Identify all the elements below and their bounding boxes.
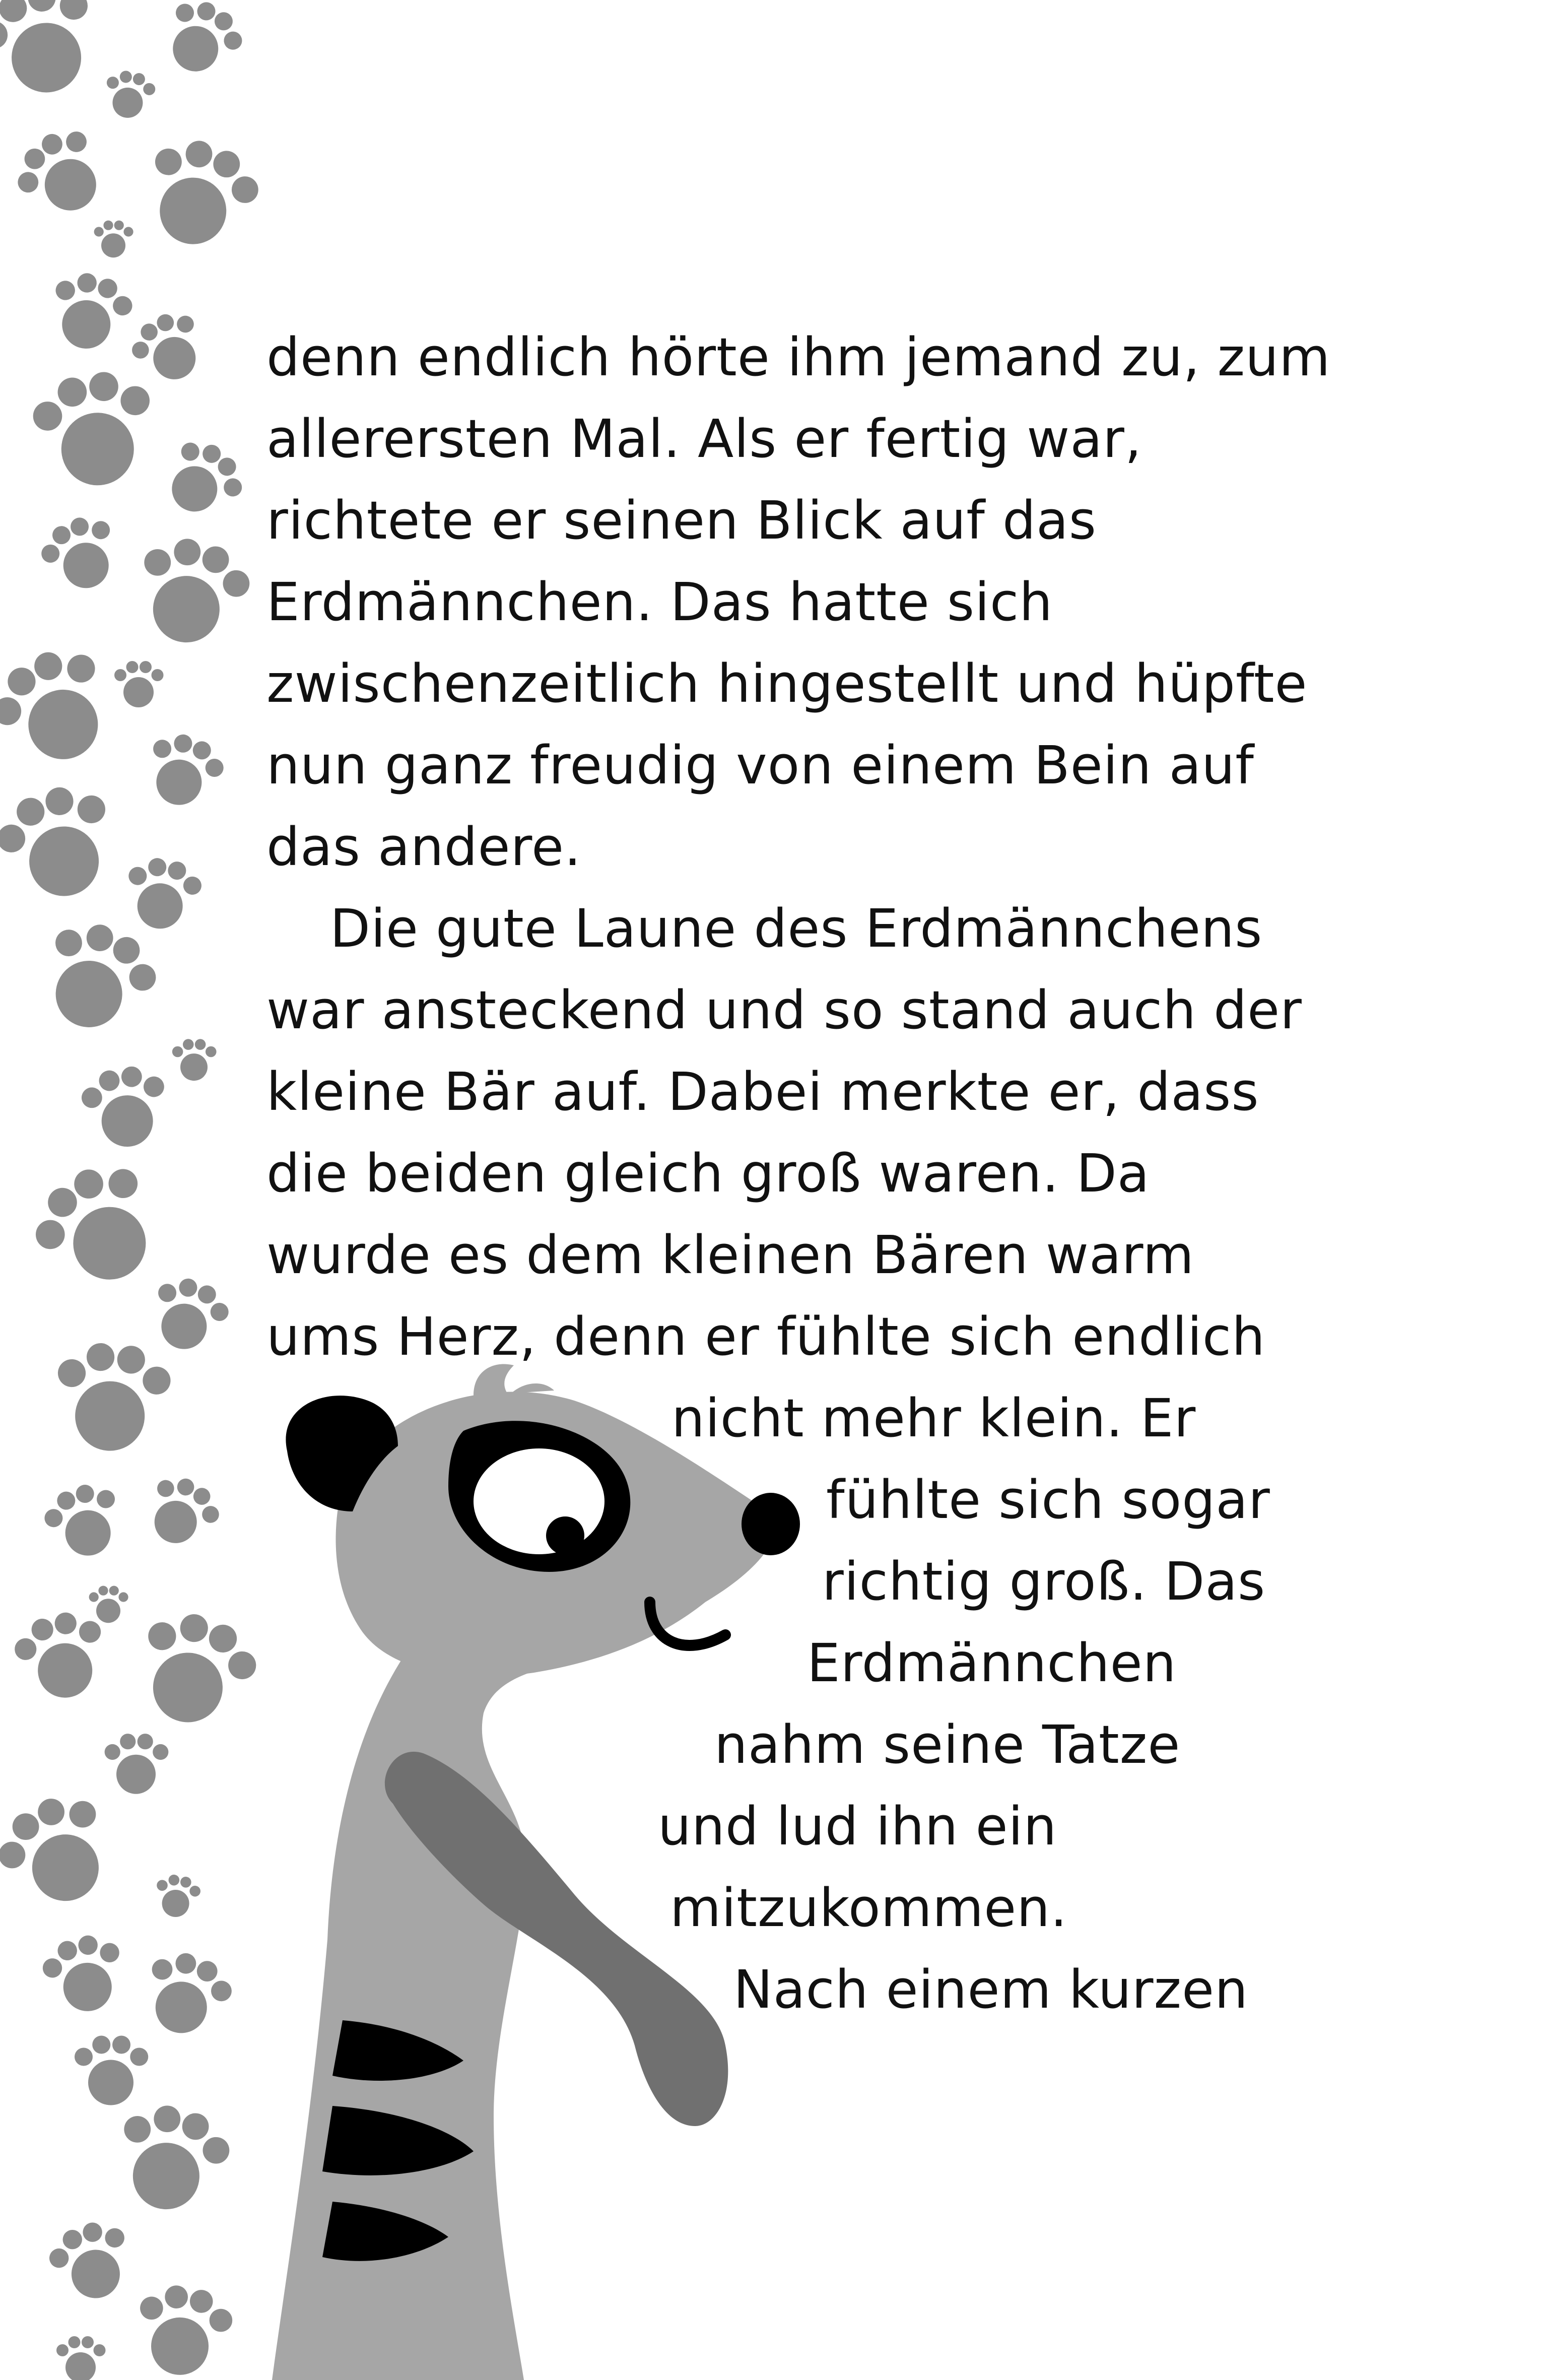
paw-print-icon	[152, 430, 253, 531]
paw-print-icon	[0, 1781, 129, 1924]
paw-print-icon	[114, 661, 164, 707]
paw-print-icon	[37, 1929, 132, 2021]
meerkat-eye	[474, 1448, 604, 1554]
paw-print-icon	[43, 266, 138, 358]
meerkat-nose	[742, 1493, 800, 1555]
paw-print-icon	[153, 0, 251, 87]
meerkat-illustration	[212, 1360, 841, 2380]
paw-print-icon	[120, 853, 205, 935]
story-line: denn endlich hörte ihm jemand zu, zum	[266, 326, 1331, 388]
paw-print-icon	[56, 2336, 106, 2380]
story-line: richtete er seinen Blick auf das	[266, 490, 1097, 551]
paw-print-icon	[0, 0, 112, 109]
paw-print-icon	[123, 303, 216, 393]
paw-print-icon	[51, 1340, 173, 1456]
paw-print-icon	[89, 1586, 128, 1623]
paw-print-icon	[94, 221, 133, 258]
paw-print-icon	[0, 634, 130, 782]
story-line: wurde es dem kleinen Bären warm	[266, 1224, 1194, 1286]
story-line: Nach einem kurzen	[733, 1959, 1249, 2020]
story-line: mitzukommen.	[670, 1877, 1068, 1939]
meerkat-pupil	[546, 1516, 584, 1555]
story-line: nahm seine Tatze	[714, 1714, 1181, 1775]
paw-print-icon	[27, 365, 163, 495]
story-line: war ansteckend und so stand auch der	[266, 979, 1302, 1041]
story-line: nicht mehr klein. Er	[671, 1387, 1196, 1449]
story-line: kleine Bär auf. Dabei merkte er, dass	[266, 1061, 1259, 1122]
paw-print-icon	[0, 774, 130, 913]
story-line: ums Herz, denn er fühlte sich endlich	[266, 1306, 1265, 1367]
paw-print-icon	[5, 117, 120, 231]
story-line: die beiden gleich groß waren. Da	[266, 1143, 1150, 1204]
paw-print-icon	[126, 529, 257, 655]
paw-print-icon	[33, 507, 129, 602]
paw-print-icon	[137, 726, 230, 817]
paw-print-icon	[105, 1734, 169, 1794]
story-line: Erdmännchen. Das hatte sich	[266, 571, 1053, 633]
story-line: das andere.	[266, 816, 582, 878]
paw-print-icon	[9, 1605, 115, 1708]
paw-print-icon	[152, 1872, 203, 1921]
paw-print-icon	[75, 2036, 148, 2105]
story-line: Die gute Laune des Erdmännchens	[330, 898, 1263, 959]
story-line: nun ganz freudig von einem Bein auf	[266, 735, 1254, 796]
story-line: allerersten Mal. Als er fertig war,	[266, 408, 1142, 470]
paw-print-icon	[142, 1270, 235, 1361]
paw-print-icon	[19, 1148, 179, 1306]
story-line: Erdmännchen	[807, 1632, 1177, 1694]
paw-print-icon	[172, 1039, 217, 1081]
paw-print-icon	[78, 1062, 173, 1154]
paw-print-icon	[42, 2213, 142, 2310]
paw-print-icon	[131, 128, 262, 261]
paw-print-icon	[101, 68, 158, 122]
paw-print-icon	[27, 909, 168, 1047]
meerkat-tuft	[474, 1364, 554, 1396]
story-line: fühlte sich sogar	[826, 1469, 1270, 1531]
story-line: und lud ihn ein	[658, 1796, 1057, 1857]
story-line: richtig groß. Das	[822, 1551, 1266, 1612]
paw-print-icon	[38, 1476, 131, 1567]
story-line: zwischenzeitlich hingestellt und hüpfte	[266, 653, 1308, 714]
